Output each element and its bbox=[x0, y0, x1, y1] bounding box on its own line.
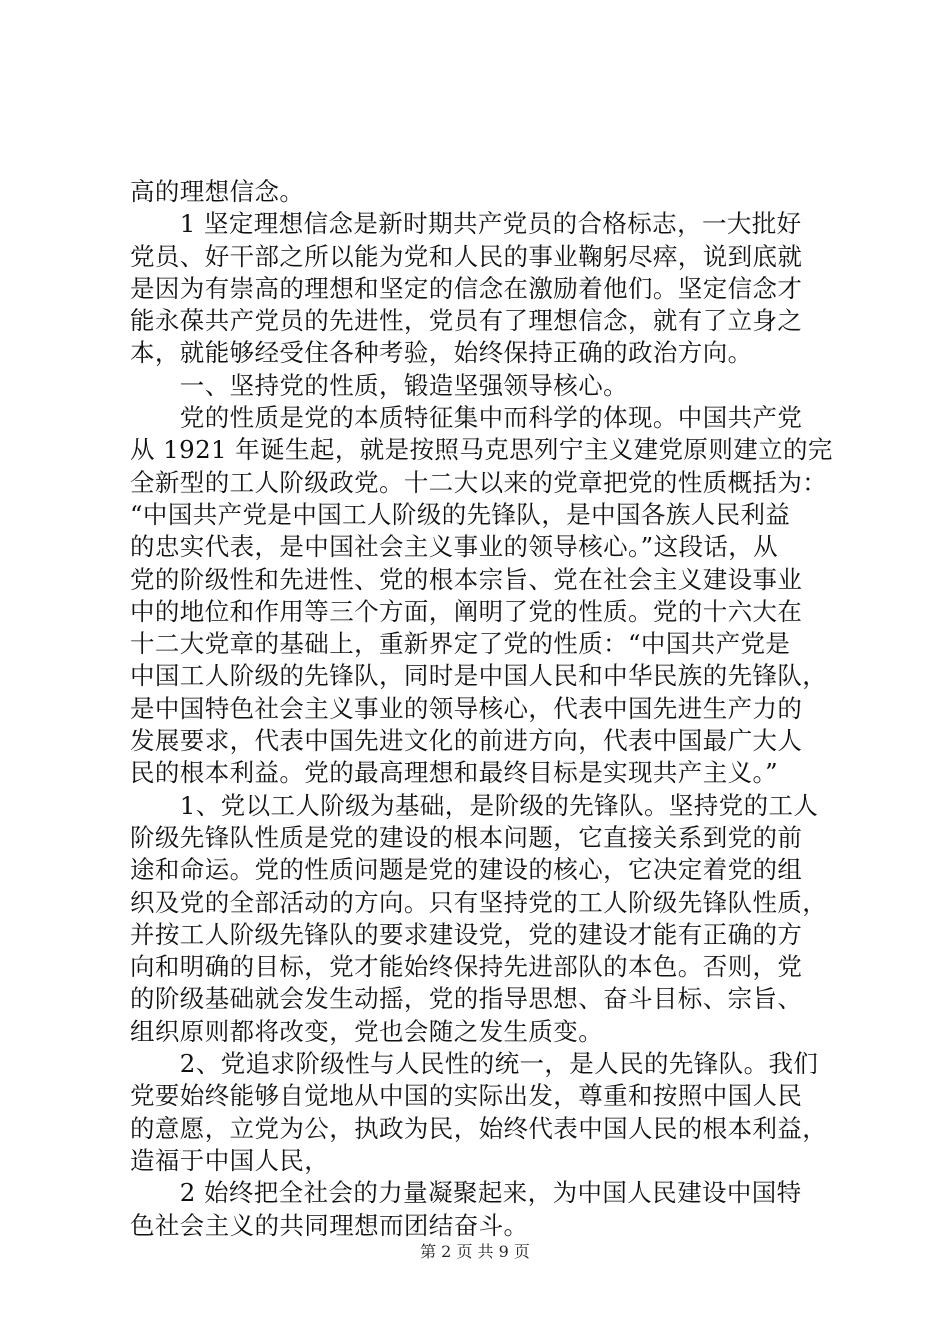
text-line: 2 始终把全社会的力量凝聚起来，为中国人民建设中国特 bbox=[130, 1178, 802, 1208]
text-line: 发展要求，代表中国先进文化的前进方向，代表中国最广大人 bbox=[130, 726, 803, 756]
text-line: “中国共产党是中国工人阶级的先锋队，是中国各族人民利益 bbox=[130, 499, 791, 529]
page-number-footer: 第 2 页 共 9 页 bbox=[420, 1242, 530, 1261]
text-line: 党要始终能够自觉地从中国的实际出发，尊重和按照中国人民 bbox=[130, 1081, 803, 1111]
text-line: 民的根本利益。党的最高理想和最终目标是实现共产主义。” bbox=[130, 758, 779, 788]
text-line: 1、党以工人阶级为基础，是阶级的先锋队。坚持党的工人 bbox=[130, 790, 819, 820]
text-line: 向和明确的目标，党才能始终保持先进部队的本色。否则，党 bbox=[130, 952, 803, 982]
text-line: 党的性质是党的本质特征集中而科学的体现。中国共产党 bbox=[130, 403, 803, 433]
text-line: 2、党追求阶级性与人民性的统一，是人民的先锋队。我们 bbox=[130, 1049, 819, 1079]
document-body bbox=[130, 176, 833, 1242]
text-line: 党的阶级性和先进性、党的根本宗旨、党在社会主义建设事业 bbox=[130, 564, 803, 594]
text-line: 1 坚定理想信念是新时期共产党员的合格标志，一大批好 bbox=[130, 209, 802, 239]
text-line: 的阶级基础就会发生动摇，党的指导思想、奋斗目标、宗旨、 bbox=[130, 984, 803, 1014]
text-line: 织及党的全部活动的方向。只有坚持党的工人阶级先锋队性质， bbox=[130, 887, 828, 917]
text-line: 阶级先锋队性质是党的建设的根本问题，它直接关系到党的前 bbox=[130, 822, 803, 852]
text-line: 组织原则都将改变，党也会随之发生质变。 bbox=[130, 1016, 604, 1046]
text-line: 中的地位和作用等三个方面，阐明了党的性质。党的十六大在 bbox=[130, 596, 803, 626]
text-line: 并按工人阶级先锋队的要求建设党，党的建设才能有正确的方 bbox=[130, 919, 803, 949]
text-line: 是因为有崇高的理想和坚定的信念在激励着他们。坚定信念才 bbox=[130, 273, 803, 303]
text-line: 是中国特色社会主义事业的领导核心，代表中国先进生产力的 bbox=[130, 693, 803, 723]
text-line: 中国工人阶级的先锋队，同时是中国人民和中华民族的先锋队， bbox=[130, 661, 828, 691]
text-line: 的忠实代表，是中国社会主义事业的领导核心。”这段话，从 bbox=[130, 532, 779, 562]
text-line: 本，就能够经受住各种考验，始终保持正确的政治方向。 bbox=[130, 338, 753, 368]
text-line: 党员、好干部之所以能为党和人民的事业鞠躬尽瘁，说到底就 bbox=[130, 241, 803, 271]
section-heading: 一、坚持党的性质，锻造坚强领导核心。 bbox=[130, 370, 628, 400]
text-line: 从 1921 年诞生起，就是按照马克思列宁主义建党原则建立的完 bbox=[130, 435, 833, 465]
text-line: 能永葆共产党员的先进性，党员有了理想信念，就有了立身之 bbox=[130, 306, 803, 336]
text-line: 全新型的工人阶级政党。十二大以来的党章把党的性质概括为： bbox=[130, 467, 828, 497]
text-line: 色社会主义的共同理想而团结奋斗。 bbox=[130, 1210, 529, 1240]
text-line: 造福于中国人民， bbox=[130, 1145, 330, 1175]
text-line: 途和命运。党的性质问题是党的建设的核心，它决定着党的组 bbox=[130, 855, 803, 885]
text-line: 高的理想信念。 bbox=[130, 177, 305, 206]
text-line: 的意愿，立党为公，执政为民，始终代表中国人民的根本利益， bbox=[130, 1113, 828, 1143]
text-line: 十二大党章的基础上，重新界定了党的性质：“中国共产党是 bbox=[130, 629, 791, 659]
